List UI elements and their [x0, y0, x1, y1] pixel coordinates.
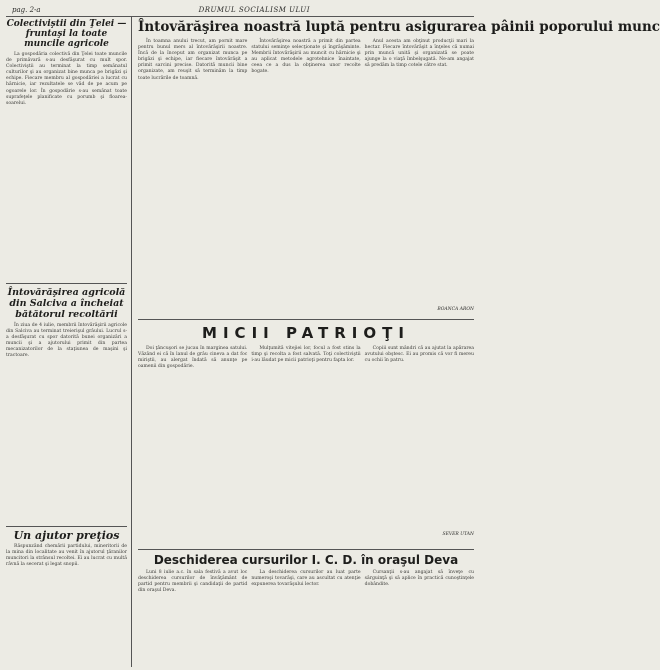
- poem-column: Copiii sunt mândri că au ajutat la apărarea avutului obştesc. Ei au promis că vor fi mereu cu ochii în patru.: [364, 346, 474, 364]
- courses-columns: [138, 570, 474, 670]
- courses-column: Cursanţii s-au angajat să înveţe cu sârguinţă şi să aplice în practică cunoştinţele dobândite.: [364, 570, 474, 588]
- page-number: pag. 2-a: [12, 6, 41, 14]
- poem-title: MICII PATRIOŢI: [202, 324, 410, 342]
- poem-column: Doi ţâncuşori se jucau în marginea satului. Văzând ei că în lanul de grâu cineva a dat foc miriştii, au alergat îndată să anunţe pe oamenii din gospodărie.: [138, 346, 248, 370]
- page-content: [6, 17, 660, 667]
- main-article-column: Întovărăşirea noastră a primit din partea statului seminţe selecţionate şi îngrăşăminte. Membrii întovărăşirii au muncit cu hărnicie şi au aplicat metodele agrotehnice înaintate, ceea ce a dus la obţinerea unor recolte bogate.: [251, 39, 361, 75]
- article-body: La gospodăria colectivă din Ţelei toate muncile de primăvară s-au desfăşurat cu mult spor. Colectiviştii au terminat la timp semănatul culturilor şi au organizat bine munca pe brigăzi şi echipe. Fiecare membru al gospodăriei a lucrat cu hărnicie, iar rezultatele se văd de pe acum pe ogoarele lor. În gospodărie s-au semănat toate suprafeţele planificate cu porumb şi floarea-soarelui.: [6, 52, 127, 106]
- main-article-title: Întovărăşirea noastră luptă pentru asigurarea pâinii poporului munc: [138, 19, 660, 35]
- article-title: Colectiviştii din Ţelei — fruntaşi la toate muncile agricole: [6, 19, 127, 49]
- article-telei: [6, 17, 127, 284]
- article-salciva: [6, 284, 127, 527]
- main-article: [138, 39, 474, 319]
- poem-section: [138, 319, 474, 568]
- courses-title: Deschiderea cursurilor I. C. D. în oraşul Deva: [153, 553, 459, 567]
- left-column: [6, 17, 132, 667]
- main-article-column: În toamna anului trecut, am pornit mare pentru bunul mers al întovărăşirii noastre. Încă de la început am organizat munca pe brigăzi şi echipe, iar fiecare întovărăşit a primit sarcini precise. Datorită muncii bine organizate, am reuşit să terminăm la timp toate lucrările de toamnă.: [138, 39, 248, 81]
- poem-column: Mulţumită vitejiei lor, focul a fost stins la timp şi recolta a fost salvată. Toţi colectiviştii i-au lăudat pe micii patrioţi pentru fapta lor.: [251, 346, 361, 364]
- main-article-signature: BOANCA ARON: [437, 307, 474, 312]
- poem-signature: SEVER UTAN: [442, 532, 474, 537]
- article-body: În ziua de 4 iulie, membrii întovărăşirii agricole din Salciva au terminat treierişul grâului. Lucrul s-a desfăşurat cu spor datorită bunei organizări a muncii şi a ajutorului primit din partea mecanizatorilor de la staţiunea de maşini şi tractoare.: [6, 323, 127, 359]
- main-article-column: Anul acesta am obţinut producţii mari la hectar. Fiecare întovărăşit a înţeles că numai prin muncă unită şi organizată se poate ajunge la o viaţă îmbelşugată. Ne-am angajat să predăm la timp cotele către stat.: [364, 39, 474, 69]
- courses-column: Luni 8 iulie a.c. în sala festivă a avut loc deschiderea cursurilor de învăţământ de partid pentru membrii şi candidaţii de partid din oraşul Deva.: [138, 570, 248, 594]
- article-body: Răspunzând chemării partidului, mineritorii de la mina din localitate au venit în ajutorul ţăranilor muncitori la strânsul recoltei. Ei au lucrat cu multă râvnă la secerat şi legat snopii.: [6, 544, 127, 568]
- article-ajutor: [6, 527, 127, 664]
- article-title: Întovărăşirea agricolă din Salciva a încheiat bătătorul recoltării: [7, 287, 126, 320]
- courses-column: La deschiderea cursurilor au luat parte numeroşi tovarăşi, care au ascultat cu atenţie expunerea tovarăşului lector.: [251, 570, 361, 588]
- article-title: Un ajutor preţios: [13, 529, 120, 542]
- courses-article: [138, 549, 474, 670]
- page-header: [6, 4, 474, 17]
- publication-name: DRUMUL SOCIALISM ULUI: [198, 6, 310, 14]
